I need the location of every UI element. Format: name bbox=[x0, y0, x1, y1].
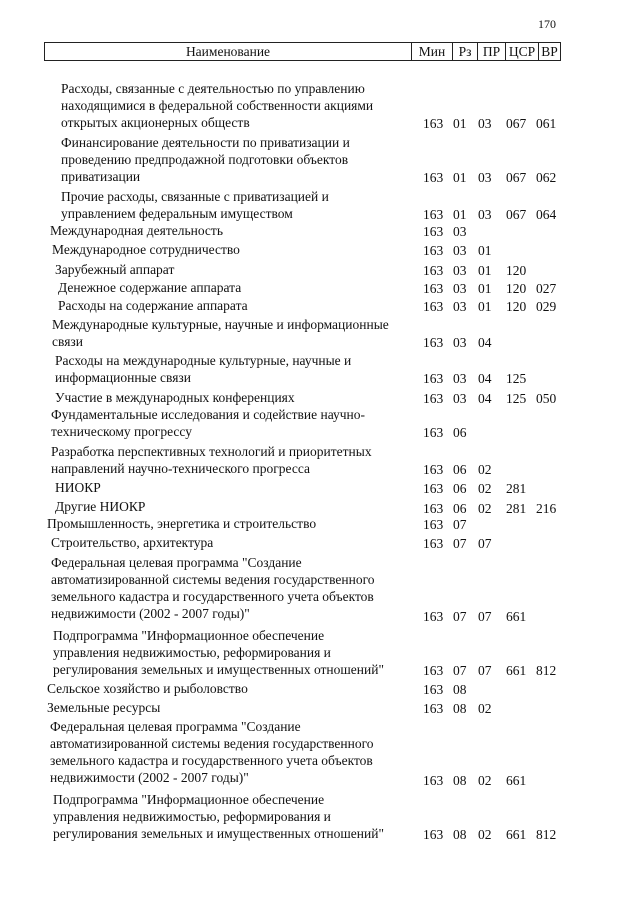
row-name: Финансирование деятельности по приватизации и проведению предпродажной подготовки объектов приватизации bbox=[61, 135, 350, 184]
row-name: Разработка перспективных технологий и приоритетных направлений научно-технического прогресса bbox=[51, 444, 372, 476]
column-header-csr: ЦСР bbox=[506, 43, 539, 60]
code-csr: 120 bbox=[506, 299, 527, 314]
code-vr: 216 bbox=[536, 501, 557, 516]
code-min: 163 bbox=[423, 425, 444, 440]
code-csr: 067 bbox=[506, 170, 527, 185]
row-name: НИОКР bbox=[55, 480, 101, 495]
code-min: 163 bbox=[423, 391, 444, 406]
code-pr: 07 bbox=[478, 536, 492, 551]
code-csr: 661 bbox=[506, 663, 527, 678]
code-rz: 08 bbox=[453, 701, 467, 716]
table-header bbox=[44, 42, 561, 61]
code-pr: 01 bbox=[478, 299, 492, 314]
code-min: 163 bbox=[423, 773, 444, 788]
code-rz: 03 bbox=[453, 281, 467, 296]
row-name: Участие в международных конференциях bbox=[55, 390, 295, 405]
row-name: Расходы, связанные с деятельностью по управлению находящимися в федеральной собственности акциями открытых акционерных обществ bbox=[61, 81, 374, 130]
code-rz: 06 bbox=[453, 462, 467, 477]
code-pr: 04 bbox=[478, 391, 492, 406]
code-rz: 06 bbox=[453, 481, 467, 496]
code-csr: 120 bbox=[506, 263, 527, 278]
code-rz: 01 bbox=[453, 170, 467, 185]
code-rz: 07 bbox=[453, 536, 467, 551]
code-min: 163 bbox=[423, 116, 444, 131]
code-pr: 03 bbox=[478, 207, 492, 222]
row-name: Фундаментальные исследования и содействие научно- техническому прогрессу bbox=[51, 407, 366, 439]
column-header-pr: ПР bbox=[478, 43, 506, 60]
code-csr: 067 bbox=[506, 116, 527, 131]
code-pr: 07 bbox=[478, 609, 492, 624]
row-name: Подпрограмма "Информационное обеспечение управления недвижимостью, реформирования и регулирования земельных и имущественных отношений" bbox=[53, 792, 384, 841]
code-pr: 04 bbox=[478, 335, 492, 350]
row-name: Расходы на содержание аппарата bbox=[58, 298, 248, 313]
code-min: 163 bbox=[423, 701, 444, 716]
code-pr: 04 bbox=[478, 371, 492, 386]
code-vr: 027 bbox=[536, 281, 557, 296]
code-rz: 01 bbox=[453, 207, 467, 222]
code-csr: 125 bbox=[506, 391, 527, 406]
code-rz: 03 bbox=[453, 224, 467, 239]
code-pr: 07 bbox=[478, 663, 492, 678]
code-csr: 125 bbox=[506, 371, 527, 386]
code-min: 163 bbox=[423, 371, 444, 386]
code-pr: 03 bbox=[478, 116, 492, 131]
page-number: 170 bbox=[538, 17, 556, 31]
code-min: 163 bbox=[423, 827, 444, 842]
code-vr: 064 bbox=[536, 207, 557, 222]
code-min: 163 bbox=[423, 517, 444, 532]
code-vr: 812 bbox=[536, 663, 557, 678]
code-min: 163 bbox=[423, 335, 444, 350]
code-vr: 050 bbox=[536, 391, 557, 406]
code-rz: 07 bbox=[453, 609, 467, 624]
code-pr: 02 bbox=[478, 827, 492, 842]
row-name: Федеральная целевая программа "Создание автоматизированной системы ведения государственного земельного кадастра и государственного учета объектов недвижимости (2002 - 2007 годы)" bbox=[50, 719, 374, 785]
code-min: 163 bbox=[423, 224, 444, 239]
code-csr: 661 bbox=[506, 609, 527, 624]
code-rz: 03 bbox=[453, 391, 467, 406]
code-pr: 02 bbox=[478, 462, 492, 477]
row-name: Строительство, архитектура bbox=[51, 535, 214, 550]
code-vr: 061 bbox=[536, 116, 557, 131]
code-pr: 01 bbox=[478, 281, 492, 296]
code-pr: 02 bbox=[478, 773, 492, 788]
code-min: 163 bbox=[423, 462, 444, 477]
row-name: Подпрограмма "Информационное обеспечение управления недвижимостью, реформирования и регулирования земельных и имущественных отношений" bbox=[53, 628, 384, 677]
row-name: Земельные ресурсы bbox=[47, 700, 161, 715]
code-min: 163 bbox=[423, 536, 444, 551]
code-min: 163 bbox=[423, 663, 444, 678]
code-rz: 08 bbox=[453, 682, 467, 697]
code-min: 163 bbox=[423, 243, 444, 258]
code-rz: 06 bbox=[453, 501, 467, 516]
code-csr: 661 bbox=[506, 773, 527, 788]
code-rz: 03 bbox=[453, 299, 467, 314]
code-pr: 02 bbox=[478, 701, 492, 716]
code-rz: 03 bbox=[453, 371, 467, 386]
code-rz: 08 bbox=[453, 827, 467, 842]
code-rz: 06 bbox=[453, 425, 467, 440]
code-min: 163 bbox=[423, 207, 444, 222]
code-min: 163 bbox=[423, 263, 444, 278]
code-rz: 01 bbox=[453, 116, 467, 131]
row-name: Международные культурные, научные и информационные связи bbox=[52, 317, 389, 349]
column-header-vr: ВР bbox=[541, 43, 558, 59]
code-rz: 03 bbox=[453, 335, 467, 350]
column-header-name: Наименование bbox=[45, 43, 412, 60]
column-header-rz: Рз bbox=[453, 43, 478, 60]
code-vr: 812 bbox=[536, 827, 557, 842]
code-rz: 07 bbox=[453, 663, 467, 678]
code-min: 163 bbox=[423, 281, 444, 296]
code-csr: 281 bbox=[506, 501, 527, 516]
row-name: Расходы на международные культурные, научные и информационные связи bbox=[55, 353, 352, 385]
code-vr: 029 bbox=[536, 299, 557, 314]
code-pr: 02 bbox=[478, 481, 492, 496]
row-name: Другие НИОКР bbox=[55, 499, 146, 514]
row-name: Прочие расходы, связанные с приватизацией и управлением федеральным имуществом bbox=[61, 189, 329, 221]
code-min: 163 bbox=[423, 609, 444, 624]
code-min: 163 bbox=[423, 170, 444, 185]
code-pr: 02 bbox=[478, 501, 492, 516]
row-name: Сельское хозяйство и рыболовство bbox=[47, 681, 248, 696]
code-rz: 08 bbox=[453, 773, 467, 788]
row-name: Международное сотрудничество bbox=[52, 242, 240, 257]
code-csr: 661 bbox=[506, 827, 527, 842]
code-pr: 01 bbox=[478, 243, 492, 258]
column-header-min: Мин bbox=[412, 43, 453, 60]
code-rz: 03 bbox=[453, 263, 467, 278]
code-pr: 01 bbox=[478, 263, 492, 278]
code-csr: 281 bbox=[506, 481, 527, 496]
code-min: 163 bbox=[423, 481, 444, 496]
row-name: Зарубежный аппарат bbox=[55, 262, 175, 277]
code-rz: 07 bbox=[453, 517, 467, 532]
code-rz: 03 bbox=[453, 243, 467, 258]
row-name: Денежное содержание аппарата bbox=[58, 280, 242, 295]
row-name: Международная деятельность bbox=[50, 223, 223, 238]
row-name: Промышленность, энергетика и строительство bbox=[47, 516, 317, 531]
code-vr: 062 bbox=[536, 170, 557, 185]
row-name: Федеральная целевая программа "Создание автоматизированной системы ведения государственного земельного кадастра и государственного учета объектов недвижимости (2002 - 2007 годы)" bbox=[51, 555, 375, 621]
code-csr: 120 bbox=[506, 281, 527, 296]
code-csr: 067 bbox=[506, 207, 527, 222]
code-min: 163 bbox=[423, 501, 444, 516]
code-min: 163 bbox=[423, 299, 444, 314]
code-pr: 03 bbox=[478, 170, 492, 185]
code-min: 163 bbox=[423, 682, 444, 697]
